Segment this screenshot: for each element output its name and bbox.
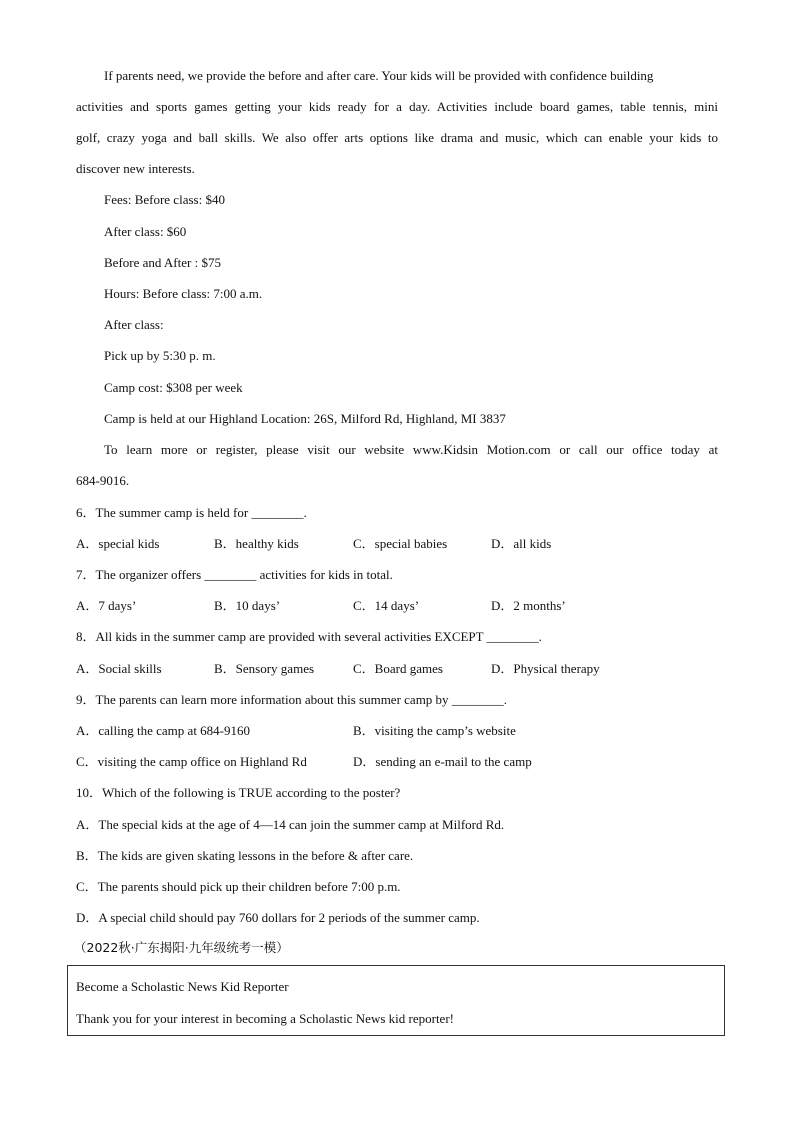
passage-line: If parents need, we provide the before and after care. Your kids will be provided with confidence building (104, 68, 654, 83)
option-a: A．7 days’ (76, 598, 137, 613)
fee-line: After class: $60 (104, 224, 187, 239)
question-stem: 8．All kids in the summer camp are provided with several activities EXCEPT ________. (76, 629, 542, 644)
option-b: B．healthy kids (214, 536, 299, 551)
cost-line: Camp cost: $308 per week (104, 380, 243, 395)
option-c: C．Board games (353, 661, 443, 676)
option-b: B．The kids are given skating lessons in the before & after care. (76, 848, 414, 863)
box-title: Become a Scholastic News Kid Reporter (76, 979, 289, 994)
option-d: D．2 months’ (491, 598, 566, 613)
option-a: A．The special kids at the age of 4—14 can join the summer camp at Milford Rd. (76, 817, 505, 832)
hours-line: Hours: Before class: 7:00 a.m. (104, 286, 263, 301)
hours-line: After class: (104, 317, 164, 332)
option-d: D．A special child should pay 760 dollars for 2 periods of the summer camp. (76, 910, 480, 925)
contact-line: To learn more or register, please visit our website www.Kidsin Motion.com or call our office today at (104, 442, 718, 457)
hours-line: Pick up by 5:30 p. m. (104, 348, 216, 363)
option-c: C．special babies (353, 536, 448, 551)
question-stem: 6．The summer camp is held for ________. (76, 505, 307, 520)
option-d: D．all kids (491, 536, 552, 551)
option-a: A．calling the camp at 684-9160 (76, 723, 251, 738)
box-text: Thank you for your interest in becoming a Scholastic News kid reporter! (76, 1011, 454, 1026)
passage-line: golf, crazy yoga and ball skills. We also offer arts options like drama and music, which can enable your kids to (76, 130, 718, 145)
question-stem: 10．Which of the following is TRUE according to the poster? (76, 785, 401, 800)
fee-line: Fees: Before class: $40 (104, 192, 225, 207)
option-d: D．sending an e-mail to the camp (353, 754, 532, 769)
option-c: C．The parents should pick up their children before 7:00 p.m. (76, 879, 401, 894)
option-c: C．14 days’ (353, 598, 420, 613)
contact-line: 684-9016. (76, 473, 130, 488)
option-a: A．special kids (76, 536, 160, 551)
location-line: Camp is held at our Highland Location: 26S, Milford Rd, Highland, MI 3837 (104, 411, 506, 426)
option-b: B．visiting the camp’s website (353, 723, 516, 738)
passage-box (67, 965, 725, 1036)
fee-line: Before and After : $75 (104, 255, 221, 270)
question-stem: 9．The parents can learn more information about this summer camp by ________. (76, 692, 508, 707)
option-b: B．10 days’ (214, 598, 281, 613)
question-stem: 7．The organizer offers ________ activities for kids in total. (76, 567, 393, 582)
passage-line: activities and sports games getting your kids ready for a day. Activities include board games, table tennis, mini (76, 99, 718, 114)
option-d: D．Physical therapy (491, 661, 600, 676)
source-note: （2022秋·广东揭阳·九年级统考一模） (74, 940, 289, 955)
option-b: B．Sensory games (214, 661, 315, 676)
passage-line: discover new interests. (76, 161, 195, 176)
option-a: A．Social skills (76, 661, 162, 676)
option-c: C．visiting the camp office on Highland Rd (76, 754, 307, 769)
